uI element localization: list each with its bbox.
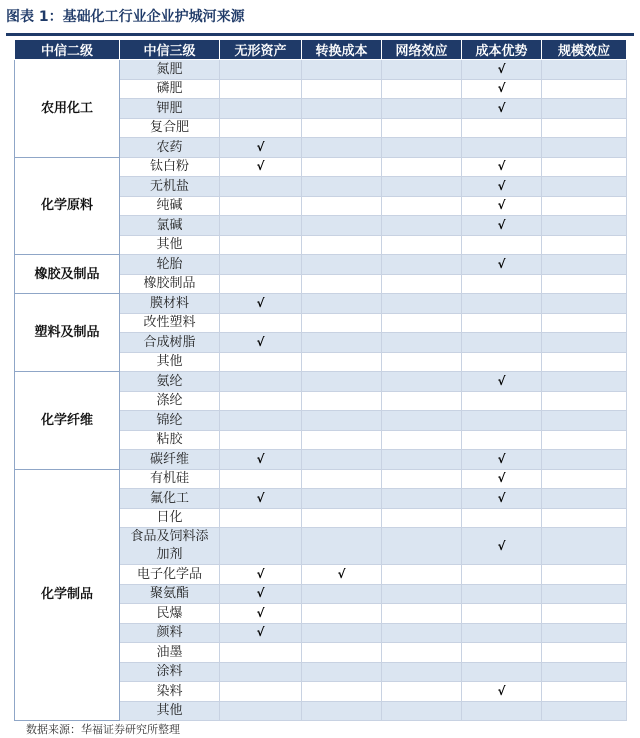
subindustry-name: 农药 bbox=[120, 138, 220, 158]
table-row bbox=[15, 60, 627, 80]
table-header-row bbox=[15, 40, 627, 60]
moat-cell bbox=[542, 157, 627, 177]
check-mark-icon: √ bbox=[256, 334, 265, 349]
moat-cell bbox=[302, 216, 382, 236]
moat-cell bbox=[462, 450, 542, 470]
moat-cell bbox=[462, 294, 542, 314]
table-row bbox=[15, 294, 627, 314]
check-mark-icon: √ bbox=[497, 373, 506, 388]
subindustry-name: 复合肥 bbox=[120, 118, 220, 138]
subindustry-name: 氮肥 bbox=[120, 60, 220, 80]
moat-cell bbox=[462, 430, 542, 450]
moat-cell bbox=[542, 682, 627, 702]
moat-cell bbox=[220, 333, 302, 353]
check-mark-icon: √ bbox=[256, 566, 265, 581]
check-mark-icon: √ bbox=[497, 61, 506, 76]
moat-cell bbox=[220, 430, 302, 450]
moat-cell bbox=[220, 391, 302, 411]
moat-cell bbox=[220, 60, 302, 80]
moat-cell bbox=[302, 565, 382, 585]
subindustry-name: 碳纤维 bbox=[120, 450, 220, 470]
moat-cell bbox=[462, 604, 542, 624]
moat-cell bbox=[302, 352, 382, 372]
moat-cell bbox=[382, 235, 462, 255]
moat-cell bbox=[462, 662, 542, 682]
moat-cell bbox=[382, 372, 462, 392]
subindustry-name: 氨纶 bbox=[120, 372, 220, 392]
moat-cell bbox=[542, 255, 627, 275]
moat-cell bbox=[382, 352, 462, 372]
title-rule bbox=[6, 33, 634, 36]
moat-cell bbox=[302, 255, 382, 275]
moat-cell bbox=[542, 118, 627, 138]
moat-cell bbox=[220, 701, 302, 721]
moat-cell bbox=[462, 235, 542, 255]
table-row bbox=[15, 255, 627, 275]
moat-cell bbox=[382, 79, 462, 99]
moat-cell bbox=[382, 274, 462, 294]
moat-cell bbox=[542, 60, 627, 80]
subindustry-name: 染料 bbox=[120, 682, 220, 702]
subindustry-name: 颜料 bbox=[120, 623, 220, 643]
subindustry-name: 膜材料 bbox=[120, 294, 220, 314]
moat-cell bbox=[220, 157, 302, 177]
check-mark-icon: √ bbox=[256, 295, 265, 310]
moat-cell bbox=[542, 391, 627, 411]
moat-cell bbox=[462, 118, 542, 138]
moat-cell bbox=[382, 623, 462, 643]
header-switching-cost: 转换成本 bbox=[302, 40, 382, 60]
moat-cell bbox=[382, 682, 462, 702]
check-mark-icon: √ bbox=[256, 139, 265, 154]
moat-cell bbox=[302, 682, 382, 702]
moat-cell bbox=[382, 662, 462, 682]
check-mark-icon: √ bbox=[497, 256, 506, 271]
group-label: 化学制品 bbox=[15, 469, 120, 721]
moat-cell bbox=[382, 333, 462, 353]
moat-cell bbox=[542, 274, 627, 294]
moat-cell bbox=[462, 682, 542, 702]
check-mark-icon: √ bbox=[256, 490, 265, 505]
header-level2: 中信二级 bbox=[15, 40, 120, 60]
subindustry-name: 日化 bbox=[120, 508, 220, 528]
moat-cell bbox=[382, 565, 462, 585]
moat-cell bbox=[382, 450, 462, 470]
subindustry-name: 民爆 bbox=[120, 604, 220, 624]
moat-cell bbox=[220, 489, 302, 509]
moat-cell bbox=[382, 99, 462, 119]
check-mark-icon: √ bbox=[337, 566, 346, 581]
moat-cell bbox=[302, 333, 382, 353]
moat-cell bbox=[302, 372, 382, 392]
moat-cell bbox=[382, 411, 462, 431]
moat-cell bbox=[462, 313, 542, 333]
moat-cell bbox=[302, 584, 382, 604]
moat-cell bbox=[542, 643, 627, 663]
group-label: 橡胶及制品 bbox=[15, 255, 120, 294]
moat-cell bbox=[542, 196, 627, 216]
moat-cell bbox=[220, 255, 302, 275]
moat-cell bbox=[382, 391, 462, 411]
moat-cell bbox=[302, 391, 382, 411]
subindustry-name: 其他 bbox=[120, 352, 220, 372]
moat-cell bbox=[382, 430, 462, 450]
moat-cell bbox=[382, 508, 462, 528]
subindustry-name: 其他 bbox=[120, 701, 220, 721]
moat-cell bbox=[302, 430, 382, 450]
moat-cell bbox=[542, 352, 627, 372]
moat-cell bbox=[462, 60, 542, 80]
moat-cell bbox=[220, 604, 302, 624]
subindustry-name: 橡胶制品 bbox=[120, 274, 220, 294]
moat-cell bbox=[542, 508, 627, 528]
check-mark-icon: √ bbox=[497, 490, 506, 505]
moat-cell bbox=[220, 682, 302, 702]
subindustry-name: 油墨 bbox=[120, 643, 220, 663]
moat-cell bbox=[382, 584, 462, 604]
check-mark-icon: √ bbox=[497, 471, 506, 486]
check-mark-icon: √ bbox=[256, 625, 265, 640]
moat-cell bbox=[302, 450, 382, 470]
moat-cell bbox=[220, 469, 302, 489]
table-row bbox=[15, 372, 627, 392]
moat-cell bbox=[462, 411, 542, 431]
moat-cell bbox=[542, 450, 627, 470]
moat-cell bbox=[542, 79, 627, 99]
check-mark-icon: √ bbox=[497, 159, 506, 174]
subindustry-name: 纯碱 bbox=[120, 196, 220, 216]
moat-cell bbox=[542, 701, 627, 721]
subindustry-name: 改性塑料 bbox=[120, 313, 220, 333]
moat-cell bbox=[382, 604, 462, 624]
moat-cell bbox=[220, 352, 302, 372]
moat-cell bbox=[382, 138, 462, 158]
check-mark-icon: √ bbox=[497, 538, 506, 553]
moat-cell bbox=[462, 196, 542, 216]
moat-cell bbox=[382, 528, 462, 565]
moat-cell bbox=[382, 294, 462, 314]
moat-cell bbox=[382, 469, 462, 489]
table-body bbox=[15, 60, 627, 721]
moat-cell bbox=[302, 489, 382, 509]
moat-cell bbox=[542, 584, 627, 604]
moat-cell bbox=[462, 489, 542, 509]
subindustry-name: 食品及饲料添加剂 bbox=[120, 528, 220, 565]
moat-cell bbox=[542, 662, 627, 682]
table-row bbox=[15, 157, 627, 177]
group-label: 化学纤维 bbox=[15, 372, 120, 470]
moat-cell bbox=[382, 643, 462, 663]
moat-cell bbox=[462, 177, 542, 197]
moat-cell bbox=[220, 274, 302, 294]
moat-cell bbox=[462, 216, 542, 236]
moat-cell bbox=[302, 623, 382, 643]
moat-cell bbox=[220, 294, 302, 314]
moat-cell bbox=[542, 604, 627, 624]
moat-cell bbox=[220, 584, 302, 604]
moat-cell bbox=[302, 118, 382, 138]
subindustry-name: 其他 bbox=[120, 235, 220, 255]
header-cost-advantage: 成本优势 bbox=[462, 40, 542, 60]
source-note: 数据来源：华福证券研究所整理 bbox=[26, 723, 180, 736]
header-level3: 中信三级 bbox=[120, 40, 220, 60]
moat-cell bbox=[220, 623, 302, 643]
check-mark-icon: √ bbox=[497, 81, 506, 96]
subindustry-name: 钛白粉 bbox=[120, 157, 220, 177]
moat-cell bbox=[220, 313, 302, 333]
subindustry-name: 涤纶 bbox=[120, 391, 220, 411]
moat-cell bbox=[220, 411, 302, 431]
moat-table bbox=[14, 39, 627, 721]
subindustry-name: 轮胎 bbox=[120, 255, 220, 275]
header-scale-effect: 规模效应 bbox=[542, 40, 627, 60]
check-mark-icon: √ bbox=[256, 159, 265, 174]
subindustry-name: 氟化工 bbox=[120, 489, 220, 509]
moat-cell bbox=[462, 138, 542, 158]
table-row bbox=[15, 469, 627, 489]
moat-cell bbox=[542, 411, 627, 431]
moat-cell bbox=[302, 604, 382, 624]
moat-cell bbox=[462, 701, 542, 721]
moat-cell bbox=[462, 274, 542, 294]
moat-cell bbox=[462, 528, 542, 565]
moat-cell bbox=[220, 177, 302, 197]
moat-cell bbox=[220, 79, 302, 99]
moat-cell bbox=[302, 60, 382, 80]
moat-cell bbox=[302, 528, 382, 565]
moat-cell bbox=[302, 701, 382, 721]
check-mark-icon: √ bbox=[256, 605, 265, 620]
check-mark-icon: √ bbox=[497, 100, 506, 115]
moat-cell bbox=[220, 662, 302, 682]
moat-cell bbox=[462, 391, 542, 411]
moat-cell bbox=[220, 118, 302, 138]
moat-cell bbox=[220, 138, 302, 158]
subindustry-name: 涂料 bbox=[120, 662, 220, 682]
moat-cell bbox=[302, 157, 382, 177]
group-label: 化学原料 bbox=[15, 157, 120, 255]
moat-cell bbox=[302, 274, 382, 294]
header-network-effect: 网络效应 bbox=[382, 40, 462, 60]
group-label: 农用化工 bbox=[15, 60, 120, 158]
moat-cell bbox=[382, 216, 462, 236]
moat-cell bbox=[382, 255, 462, 275]
moat-cell bbox=[302, 235, 382, 255]
moat-cell bbox=[542, 372, 627, 392]
moat-cell bbox=[542, 565, 627, 585]
moat-cell bbox=[542, 294, 627, 314]
moat-cell bbox=[462, 79, 542, 99]
moat-cell bbox=[302, 79, 382, 99]
moat-cell bbox=[302, 662, 382, 682]
check-mark-icon: √ bbox=[256, 451, 265, 466]
moat-cell bbox=[542, 469, 627, 489]
moat-cell bbox=[382, 177, 462, 197]
moat-cell bbox=[220, 99, 302, 119]
moat-cell bbox=[462, 352, 542, 372]
moat-cell bbox=[542, 313, 627, 333]
moat-cell bbox=[302, 469, 382, 489]
moat-cell bbox=[462, 623, 542, 643]
check-mark-icon: √ bbox=[497, 683, 506, 698]
moat-cell bbox=[220, 565, 302, 585]
figure-title: 图表 1：基础化工行业企业护城河来源 bbox=[6, 9, 245, 25]
moat-cell bbox=[220, 235, 302, 255]
check-mark-icon: √ bbox=[497, 451, 506, 466]
moat-cell bbox=[302, 313, 382, 333]
moat-cell bbox=[462, 372, 542, 392]
subindustry-name: 电子化学品 bbox=[120, 565, 220, 585]
moat-cell bbox=[220, 196, 302, 216]
moat-cell bbox=[462, 469, 542, 489]
moat-cell bbox=[542, 623, 627, 643]
moat-cell bbox=[302, 138, 382, 158]
moat-cell bbox=[542, 333, 627, 353]
moat-cell bbox=[462, 157, 542, 177]
subindustry-name: 粘胶 bbox=[120, 430, 220, 450]
moat-cell bbox=[302, 294, 382, 314]
moat-cell bbox=[302, 411, 382, 431]
subindustry-name: 磷肥 bbox=[120, 79, 220, 99]
moat-cell bbox=[382, 489, 462, 509]
moat-cell bbox=[302, 196, 382, 216]
header-intangible: 无形资产 bbox=[220, 40, 302, 60]
subindustry-name: 无机盐 bbox=[120, 177, 220, 197]
moat-cell bbox=[462, 643, 542, 663]
moat-cell bbox=[462, 333, 542, 353]
moat-cell bbox=[462, 99, 542, 119]
check-mark-icon: √ bbox=[497, 217, 506, 232]
moat-cell bbox=[220, 450, 302, 470]
moat-cell bbox=[542, 177, 627, 197]
subindustry-name: 锦纶 bbox=[120, 411, 220, 431]
moat-cell bbox=[382, 118, 462, 138]
subindustry-name: 聚氨酯 bbox=[120, 584, 220, 604]
moat-cell bbox=[302, 177, 382, 197]
moat-cell bbox=[462, 255, 542, 275]
moat-cell bbox=[462, 584, 542, 604]
moat-cell bbox=[382, 60, 462, 80]
moat-cell bbox=[220, 508, 302, 528]
subindustry-name: 合成树脂 bbox=[120, 333, 220, 353]
moat-cell bbox=[462, 508, 542, 528]
moat-cell bbox=[302, 508, 382, 528]
moat-cell bbox=[542, 235, 627, 255]
moat-cell bbox=[542, 216, 627, 236]
moat-cell bbox=[542, 528, 627, 565]
moat-cell bbox=[542, 138, 627, 158]
moat-cell bbox=[220, 528, 302, 565]
moat-cell bbox=[302, 643, 382, 663]
moat-cell bbox=[462, 565, 542, 585]
subindustry-name: 有机硅 bbox=[120, 469, 220, 489]
moat-cell bbox=[382, 701, 462, 721]
check-mark-icon: √ bbox=[497, 178, 506, 193]
moat-cell bbox=[220, 372, 302, 392]
moat-cell bbox=[302, 99, 382, 119]
moat-cell bbox=[542, 99, 627, 119]
check-mark-icon: √ bbox=[256, 586, 265, 601]
check-mark-icon: √ bbox=[497, 198, 506, 213]
moat-cell bbox=[382, 313, 462, 333]
subindustry-name: 钾肥 bbox=[120, 99, 220, 119]
moat-cell bbox=[220, 216, 302, 236]
moat-cell bbox=[382, 157, 462, 177]
moat-cell bbox=[220, 643, 302, 663]
moat-cell bbox=[542, 430, 627, 450]
group-label: 塑料及制品 bbox=[15, 294, 120, 372]
moat-cell bbox=[382, 196, 462, 216]
moat-cell bbox=[542, 489, 627, 509]
subindustry-name: 氯碱 bbox=[120, 216, 220, 236]
